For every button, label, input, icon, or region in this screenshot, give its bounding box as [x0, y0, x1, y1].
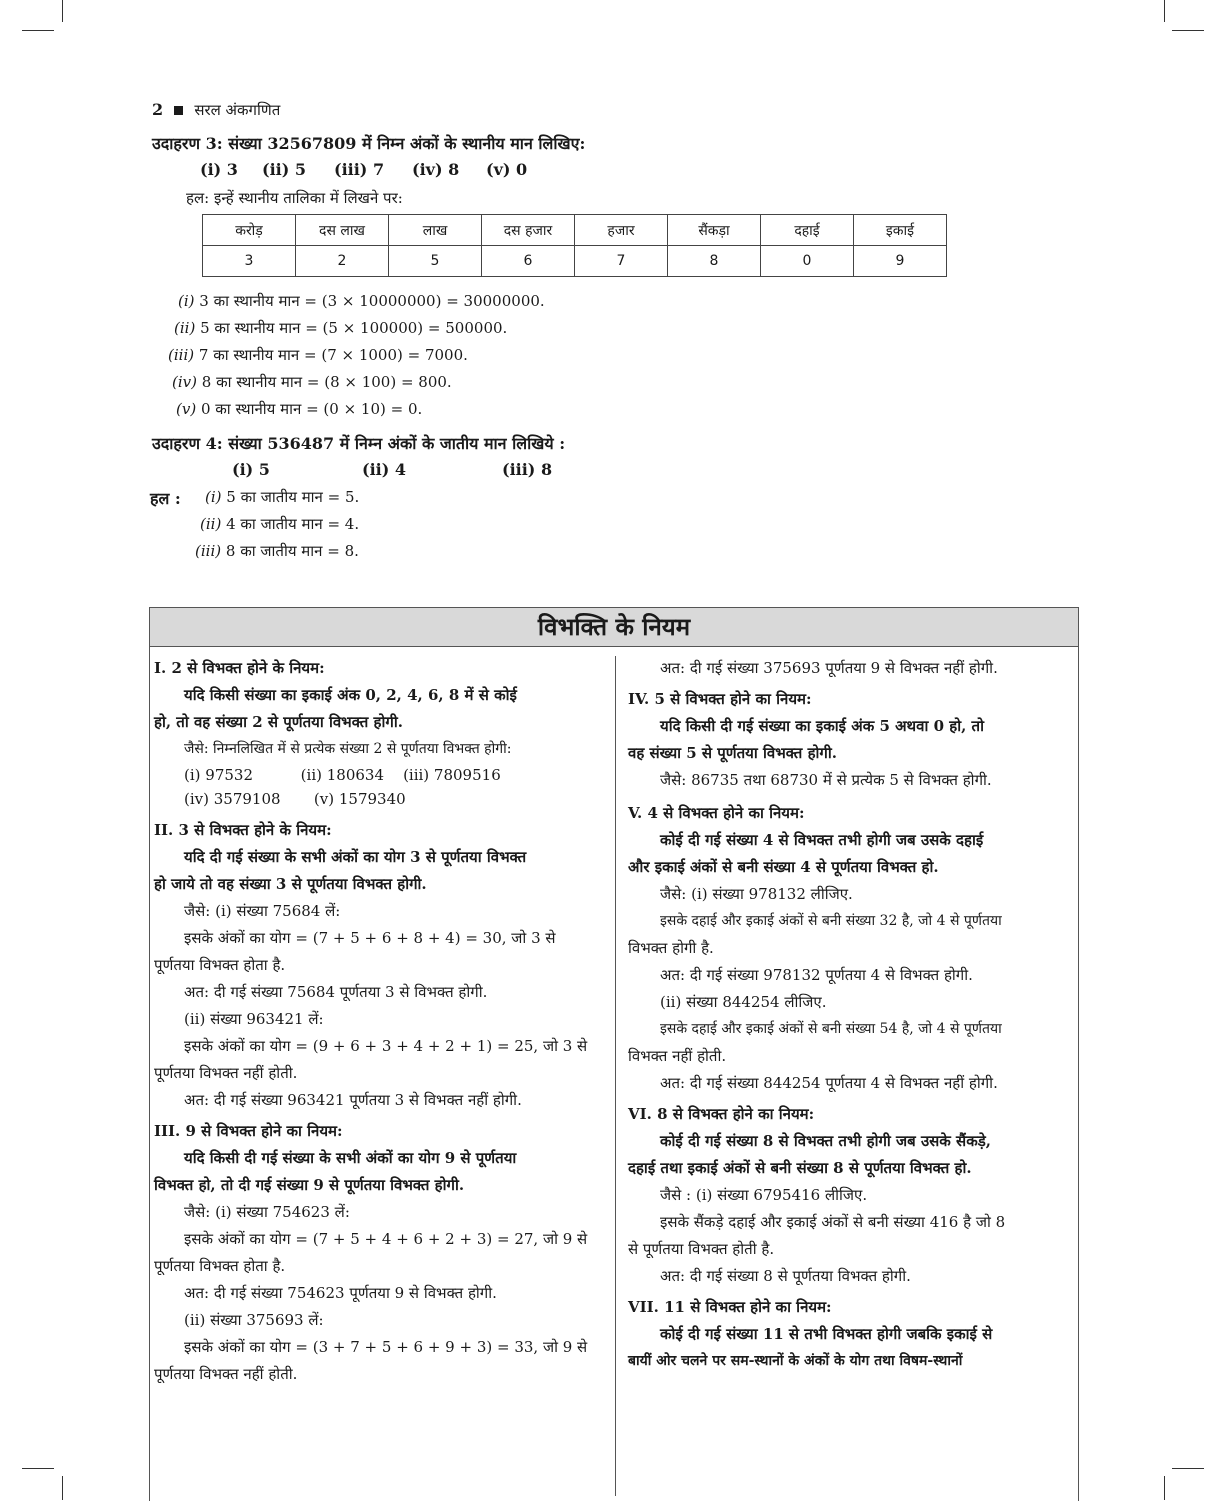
rule-line: जैसे: (i) संख्या 978132 लीजिए.	[660, 885, 853, 903]
rule-line: जैसे: 86735 तथा 68730 में से प्रत्येक 5 से विभक्त होगी.	[660, 771, 992, 789]
place-value-table	[202, 214, 947, 277]
rule-line: अत: दी गई संख्या 375693 पूर्णतया 9 से विभक्त नहीं होगी.	[660, 659, 998, 677]
rule-line: इसके दहाई और इकाई अंकों से बनी संख्या 32 है, जो 4 से पूर्णतया	[660, 913, 1002, 929]
crop-mark	[22, 1468, 54, 1469]
rule-line: जैसे : (i) संख्या 6795416 लीजिए.	[660, 1186, 868, 1204]
ex3-answer	[168, 345, 468, 365]
table-header-cell: करोड़	[203, 215, 296, 246]
answer-text: 8 का जातीय मान = 8.	[225, 542, 359, 560]
table-header-row	[203, 215, 947, 246]
rule-line: (ii) संख्या 963421 लें:	[184, 1010, 324, 1028]
rule-line: यदि दी गई संख्या के सभी अंकों का योग 3 से पूर्णतया विभक्त	[184, 848, 527, 866]
ex3-option: (iv) 8	[412, 160, 460, 179]
rule-line: जैसे: (i) संख्या 754623 लें:	[184, 1203, 350, 1221]
rule-line: अत: दी गई संख्या 844254 पूर्णतया 4 से विभक्त नहीं होगी.	[660, 1074, 998, 1092]
ex3-option: (ii) 5	[262, 160, 306, 179]
rule-line: कोई दी गई संख्या 8 से विभक्त तभी होगी जब उसके सैंकड़े,	[660, 1132, 991, 1150]
ex4-answer	[205, 487, 359, 507]
crop-mark	[62, 1476, 63, 1500]
rule-heading: VI. 8 से विभक्त होने का नियम:	[628, 1105, 815, 1123]
answer-num: (iii)	[168, 346, 195, 364]
answer-text: 5 का जातीय मान = 5.	[226, 488, 360, 506]
rule-line: अत: दी गई संख्या 978132 पूर्णतया 4 से विभक्त होगी.	[660, 966, 973, 984]
book-title: सरल अंकगणित	[194, 101, 281, 119]
answer-text: 8 का स्थानीय मान = (8 × 100) = 800.	[201, 373, 452, 391]
answer-text: 5 का स्थानीय मान = (5 × 100000) = 500000.	[200, 319, 508, 337]
page-number: 2	[152, 100, 164, 119]
ex4-option: (iii) 8	[502, 460, 553, 479]
rule-heading: II. 3 से विभक्त होने के नियम:	[154, 821, 332, 839]
crop-mark	[1164, 1476, 1165, 1500]
rule-line: जैसे: निम्नलिखित में से प्रत्येक संख्या 2 से पूर्णतया विभक्त होगी:	[184, 741, 512, 757]
rule-line: इसके अंकों का योग = (7 + 5 + 6 + 8 + 4) = 30, जो 3 से	[184, 929, 556, 947]
rule-line: (iv) 3579108 (v) 1579340	[184, 790, 406, 808]
rule-line: विभक्त हो, तो दी गई संख्या 9 से पूर्णतया विभक्त होगी.	[154, 1176, 465, 1194]
ex4-answer	[195, 541, 359, 561]
answer-num: (ii)	[200, 515, 222, 533]
rule-line: (i) 97532 (ii) 180634 (iii) 7809516	[184, 766, 501, 784]
crop-mark	[1172, 30, 1204, 31]
rule-line: वह संख्या 5 से पूर्णतया विभक्त होगी.	[628, 744, 837, 762]
table-header-cell: दस हजार	[482, 215, 575, 246]
crop-mark	[62, 0, 63, 22]
rule-line: अत: दी गई संख्या 754623 पूर्णतया 9 से विभक्त होगी.	[184, 1284, 497, 1302]
rule-line: इसके सैंकड़े दहाई और इकाई अंकों से बनी संख्या 416 है जो 8	[660, 1213, 1006, 1231]
rule-line: इसके अंकों का योग = (9 + 6 + 3 + 4 + 2 + 1) = 25, जो 3 से	[184, 1037, 588, 1055]
rule-line: अत: दी गई संख्या 8 से पूर्णतया विभक्त होगी.	[660, 1267, 911, 1285]
table-cell: 3	[203, 246, 296, 277]
ex4-option: (i) 5	[232, 460, 270, 479]
rule-heading: V. 4 से विभक्त होने का नियम:	[628, 804, 805, 822]
rule-line: यदि किसी दी गई संख्या का इकाई अंक 5 अथवा 0 हो, तो	[660, 717, 984, 735]
rule-line: यदि किसी दी गई संख्या के सभी अंकों का योग 9 से पूर्णतया	[184, 1149, 517, 1167]
ex3-option: (i) 3	[200, 160, 238, 179]
column-divider	[615, 656, 616, 1496]
table-cell: 6	[482, 246, 575, 277]
ex3-answer	[178, 291, 545, 311]
ex4-answer	[200, 514, 359, 534]
ex3-answer	[172, 372, 452, 392]
ex3-solution-intro: हल: इन्हें स्थानीय तालिका में लिखने पर:	[186, 189, 403, 207]
rule-line: विभक्त होगी है.	[628, 939, 714, 957]
rule-line: अत: दी गई संख्या 75684 पूर्णतया 3 से विभक्त होगी.	[184, 983, 488, 1001]
answer-num: (i)	[205, 488, 222, 506]
rule-line: (ii) संख्या 375693 लें:	[184, 1311, 324, 1329]
table-header-cell: हजार	[575, 215, 668, 246]
ex3-answer	[174, 318, 507, 338]
answer-text: 4 का जातीय मान = 4.	[226, 515, 360, 533]
table-header-cell: दस लाख	[296, 215, 389, 246]
rule-line: (ii) संख्या 844254 लीजिए.	[660, 993, 827, 1011]
rule-line: यदि किसी संख्या का इकाई अंक 0, 2, 4, 6, 8 में से कोई	[184, 686, 517, 704]
example-4-title: उदाहरण 4: संख्या 536487 में निम्न अंकों के जातीय मान लिखिये :	[152, 434, 566, 453]
rule-line: इसके दहाई और इकाई अंकों से बनी संख्या 54 है, जो 4 से पूर्णतया	[660, 1021, 1002, 1037]
answer-num: (i)	[178, 292, 195, 310]
table-header-cell: लाख	[389, 215, 482, 246]
table-cell: 0	[761, 246, 854, 277]
answer-text: 7 का स्थानीय मान = (7 × 1000) = 7000.	[198, 346, 468, 364]
table-header-cell: दहाई	[761, 215, 854, 246]
ex3-option: (v) 0	[486, 160, 528, 179]
crop-mark	[1172, 1468, 1204, 1469]
rules-heading: विभक्ति के नियम	[150, 608, 1078, 647]
rule-line: कोई दी गई संख्या 4 से विभक्त तभी होगी जब उसके दहाई	[660, 831, 984, 849]
answer-text: 3 का स्थानीय मान = (3 × 10000000) = 30000000.	[199, 292, 545, 310]
ex3-answer	[176, 399, 422, 419]
square-bullet-icon	[174, 106, 183, 115]
rule-line: से पूर्णतया विभक्त होती है.	[628, 1240, 775, 1258]
rule-line: बायीं ओर चलने पर सम-स्थानों के अंकों के योग तथा विषम-स्थानों	[628, 1353, 963, 1369]
answer-num: (iii)	[195, 542, 222, 560]
answer-num: (iv)	[172, 373, 197, 391]
running-header	[152, 100, 280, 120]
rule-line: पूर्णतया विभक्त होता है.	[154, 956, 286, 974]
rule-line: इसके अंकों का योग = (3 + 7 + 5 + 6 + 9 + 3) = 33, जो 9 से	[184, 1338, 588, 1356]
rule-heading: IV. 5 से विभक्त होने का नियम:	[628, 690, 812, 708]
rule-line: दहाई तथा इकाई अंकों से बनी संख्या 8 से पूर्णतया विभक्त हो.	[628, 1159, 972, 1177]
table-cell: 5	[389, 246, 482, 277]
table-cell: 8	[668, 246, 761, 277]
rule-line: अत: दी गई संख्या 963421 पूर्णतया 3 से विभक्त नहीं होगी.	[184, 1091, 522, 1109]
rules-right-column	[628, 655, 1074, 1375]
crop-mark	[1164, 0, 1165, 22]
table-header-cell: इकाई	[854, 215, 947, 246]
rule-line: विभक्त नहीं होती.	[628, 1047, 727, 1065]
table-cell: 2	[296, 246, 389, 277]
rules-left-column	[154, 655, 609, 1388]
rule-line: पूर्णतया विभक्त होता है.	[154, 1257, 286, 1275]
divisibility-rules-box	[149, 607, 1079, 1501]
rule-line: पूर्णतया विभक्त नहीं होती.	[154, 1064, 298, 1082]
rule-line: इसके अंकों का योग = (7 + 5 + 4 + 6 + 2 + 3) = 27, जो 9 से	[184, 1230, 588, 1248]
rule-line: और इकाई अंकों से बनी संख्या 4 से पूर्णतया विभक्त हो.	[628, 858, 939, 876]
ex4-option: (ii) 4	[362, 460, 406, 479]
table-cell: 9	[854, 246, 947, 277]
example-3-title: उदाहरण 3: संख्या 32567809 में निम्न अंकों के स्थानीय मान लिखिए:	[152, 134, 586, 153]
rule-heading: VII. 11 से विभक्त होने का नियम:	[628, 1298, 832, 1316]
rule-line: जैसे: (i) संख्या 75684 लें:	[184, 902, 341, 920]
rule-line: कोई दी गई संख्या 11 से तभी विभक्त होगी जबकि इकाई से	[660, 1325, 993, 1343]
rule-heading: III. 9 से विभक्त होने का नियम:	[154, 1122, 343, 1140]
rule-line: हो जाये तो वह संख्या 3 से पूर्णतया विभक्त होगी.	[154, 875, 427, 893]
ex3-option: (iii) 7	[334, 160, 385, 179]
rule-line: पूर्णतया विभक्त नहीं होती.	[154, 1365, 298, 1383]
rule-line: हो, तो वह संख्या 2 से पूर्णतया विभक्त होगी.	[154, 713, 403, 731]
crop-mark	[22, 30, 54, 31]
answer-num: (ii)	[174, 319, 196, 337]
rule-heading: I. 2 से विभक्त होने के नियम:	[154, 659, 325, 677]
table-cell: 7	[575, 246, 668, 277]
table-header-cell: सैंकड़ा	[668, 215, 761, 246]
answer-num: (v)	[176, 400, 197, 418]
ex4-hal: हल :	[150, 489, 181, 508]
table-row	[203, 246, 947, 277]
answer-text: 0 का स्थानीय मान = (0 × 10) = 0.	[200, 400, 423, 418]
